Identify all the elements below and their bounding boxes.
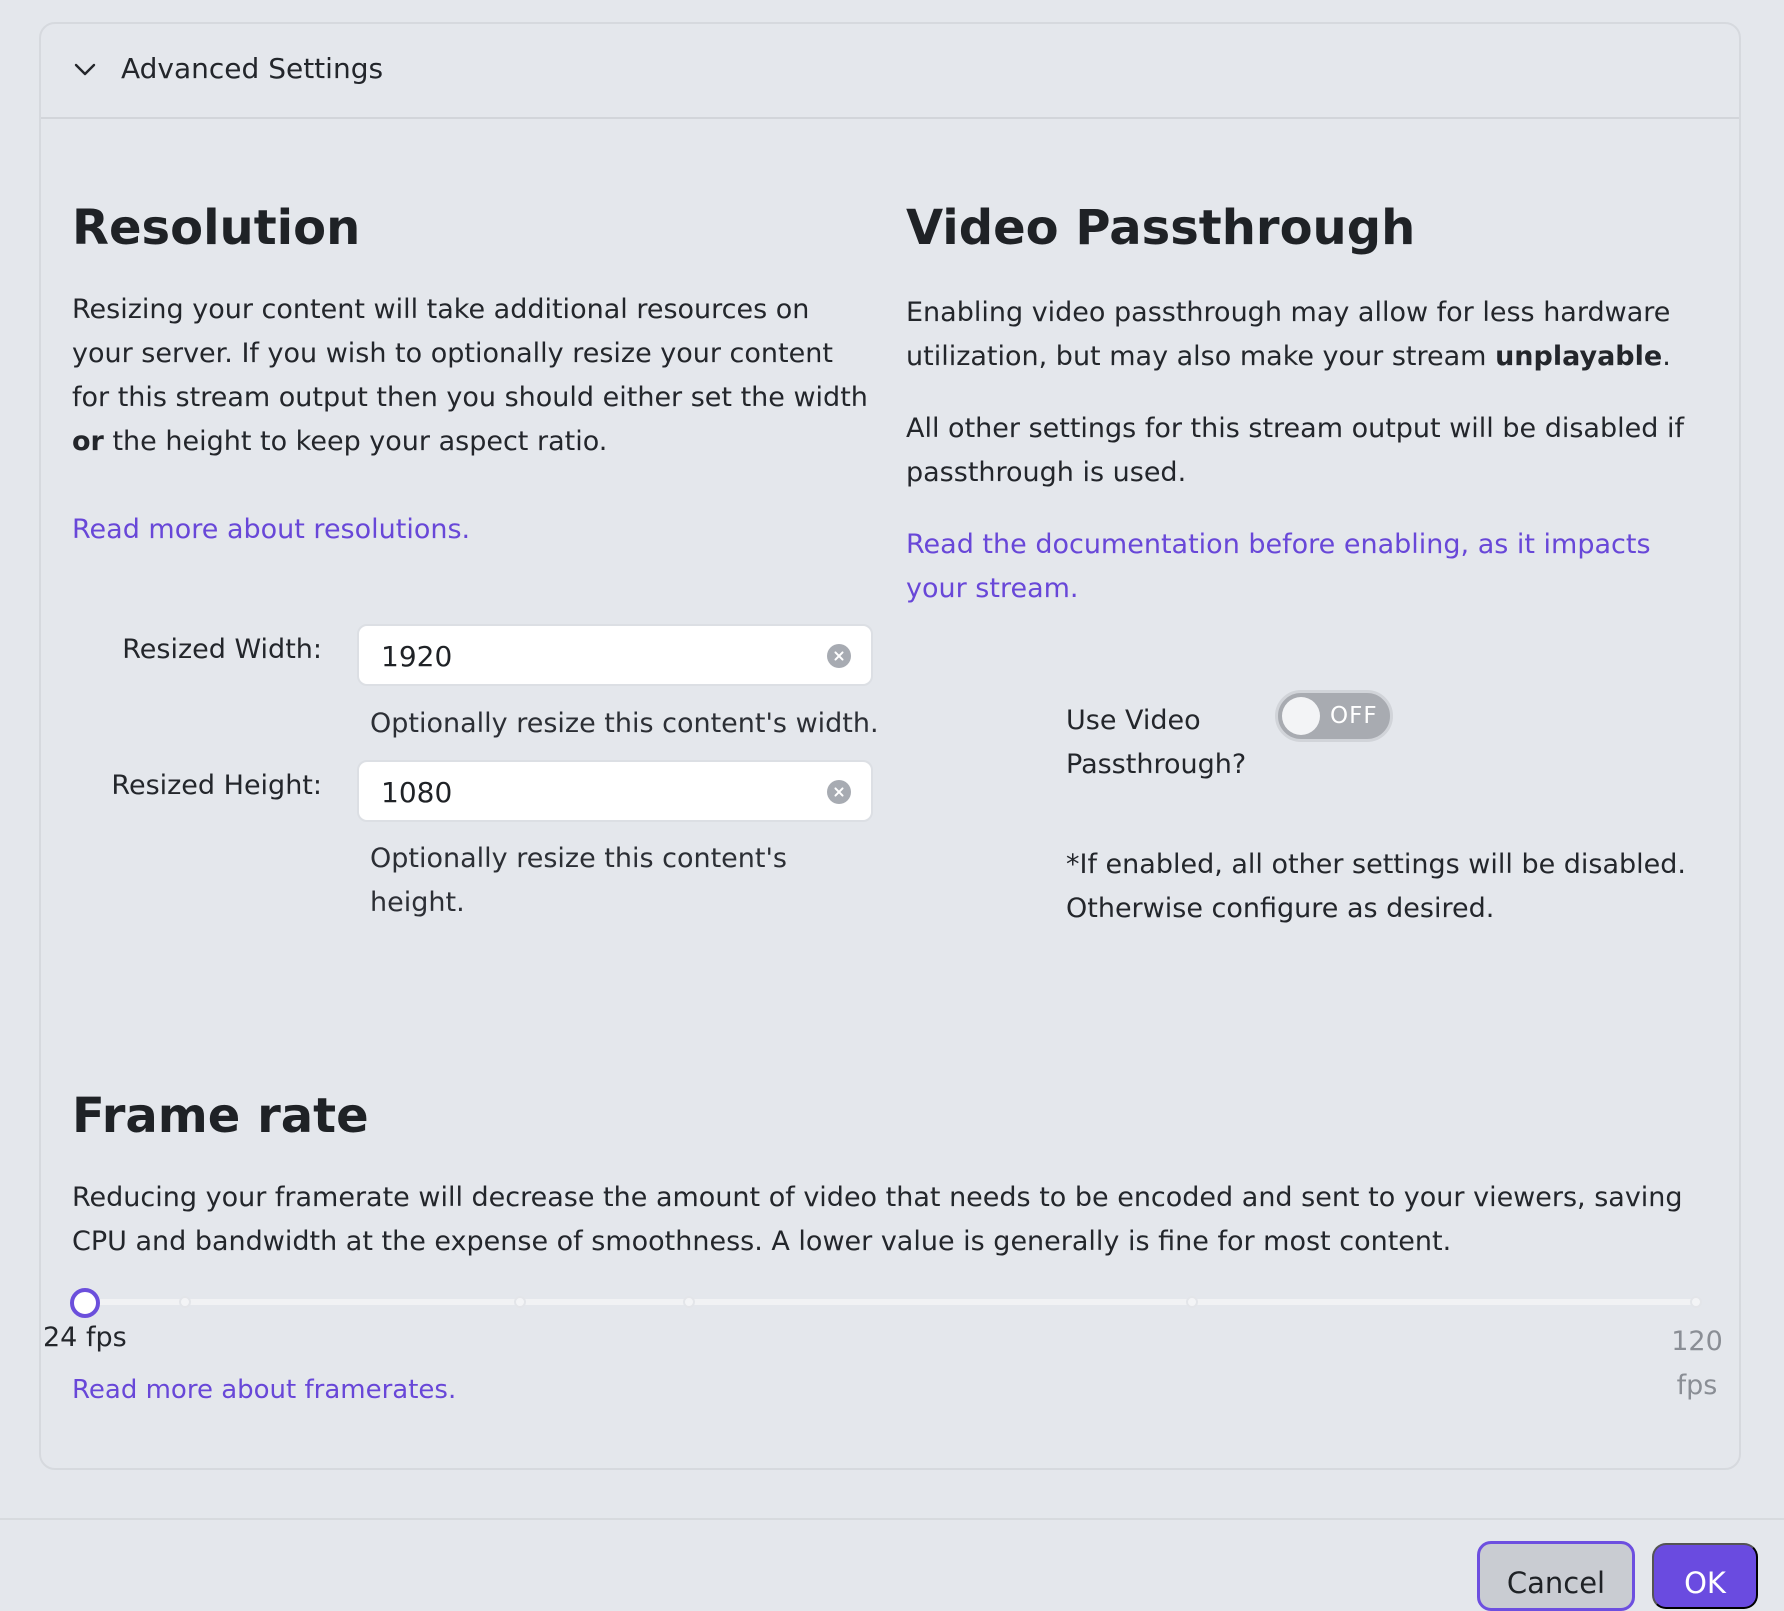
resized-height-help: Optionally resize this content's height. <box>370 843 787 918</box>
slider-tick <box>1186 1296 1198 1308</box>
resized-height-input[interactable] <box>381 774 801 810</box>
passthrough-toggle[interactable] <box>1275 690 1393 742</box>
slider-tick <box>1690 1296 1702 1308</box>
resized-height-label: Resized Height: <box>111 770 322 801</box>
resolutions-link[interactable]: Read more about resolutions. <box>72 514 471 545</box>
passthrough-disabled-note: All other settings for this stream output will be disabled if passthrough is used. <box>906 413 1684 488</box>
cancel-button[interactable]: Cancel <box>1477 1541 1635 1611</box>
framerate-description: Reducing your framerate will decrease the amount of video that needs to be encoded and sent to your viewers, saving CPU and bandwidth at the expense of smoothness. A lower value is generally is fine for most content. <box>72 1182 1683 1257</box>
framerate-slider-track[interactable] <box>84 1299 1698 1305</box>
passthrough-footnote: *If enabled, all other settings will be disabled. Otherwise configure as desired. <box>1066 849 1686 924</box>
resolution-heading: Resolution <box>72 200 361 256</box>
passthrough-toggle-label: Use Video Passthrough? <box>1066 705 1247 780</box>
chevron-down-icon[interactable] <box>73 58 97 82</box>
clear-icon[interactable] <box>827 644 851 668</box>
clear-icon[interactable] <box>827 780 851 804</box>
resized-width-help: Optionally resize this content's width. <box>370 708 879 739</box>
resized-width-input[interactable] <box>381 638 801 674</box>
passthrough-description: Enabling video passthrough may allow for less hardware utilization, but may also make your stream unplayable. <box>906 297 1671 372</box>
footer-divider <box>0 1518 1784 1520</box>
advanced-settings-header[interactable] <box>41 24 1739 119</box>
framerate-heading: Frame rate <box>72 1088 369 1144</box>
toggle-state: OFF <box>1330 703 1378 729</box>
framerate-min-label: 24 fps <box>43 1322 127 1353</box>
passthrough-heading: Video Passthrough <box>906 200 1416 256</box>
resized-width-label: Resized Width: <box>122 634 322 665</box>
framerate-slider-thumb[interactable] <box>70 1288 100 1318</box>
passthrough-documentation-link[interactable]: Read the documentation before enabling, as it impacts your stream. <box>906 529 1651 604</box>
framerates-link[interactable]: Read more about framerates. <box>72 1375 457 1405</box>
panel-title: Advanced Settings <box>121 52 384 85</box>
resized-height-field[interactable] <box>357 760 873 822</box>
framerate-max-label: 120 fps <box>1671 1326 1723 1401</box>
slider-tick <box>514 1296 526 1308</box>
resized-width-field[interactable] <box>357 624 873 686</box>
resolution-description: Resizing your content will take additional resources on your server. If you wish to optionally resize your content for this stream output then you should either set the width or the height to keep your aspect ratio. <box>72 294 868 457</box>
slider-tick <box>179 1296 191 1308</box>
slider-tick <box>683 1296 695 1308</box>
ok-button[interactable]: OK <box>1652 1543 1758 1609</box>
toggle-knob <box>1282 697 1320 735</box>
